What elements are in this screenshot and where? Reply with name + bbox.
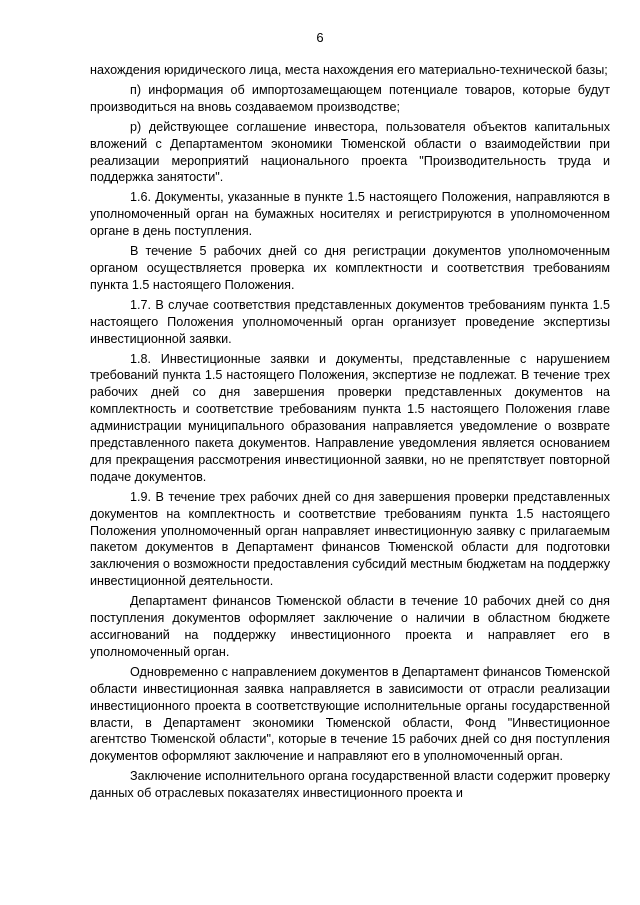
paragraph-6: 1.7. В случае соответствия представленных документов требованиям пункта 1.5 настоящего Положения уполномоченный орган организует проведение экспертизы инвестиционной заявки. (90, 297, 610, 346)
paragraph-11: Заключение исполнительного органа государственной власти содержит проверку данных об отраслевых показателях инвестиционного проекта и (90, 769, 610, 801)
document-body (90, 62, 610, 802)
paragraph-7: 1.8. Инвестиционные заявки и документы, представленные с нарушением требований пункта 1.5 настоящего Положения, экспертизе не подлежат. В течение трех рабочих дней со дня завершения проверки представленных документов на комплектность и соответствие требованиям пункта 1.5 настоящего Положения главе администрации муниципального образования направляется уведомление о возврате представленного пакета документов. Направление уведомления является основанием для прекращения рассмотрения инвестиционной заявки, но не препятствует повторной подаче документов. (90, 351, 610, 484)
paragraph-1: нахождения юридического лица, места нахождения его материально-технической базы; (90, 63, 608, 77)
paragraph-3: р) действующее соглашение инвестора, пользователя объектов капитальных вложений с Департаментом экономики Тюменской области о взаимодействии при реализации мероприятий национального проекта "Производительность труда и поддержка занятости". (90, 119, 610, 185)
paragraph-2: п) информация об импортозамещающем потенциале товаров, которые будут производиться на вновь создаваемом производстве; (90, 82, 610, 114)
paragraph-9: Департамент финансов Тюменской области в течение 10 рабочих дней со дня поступления документов оформляет заключение о наличии в областном бюджете ассигнований на поддержку инвестиционного проекта и направляет его в уполномоченный орган. (90, 594, 610, 659)
paragraph-5: В течение 5 рабочих дней со дня регистрации документов уполномоченным органом осуществляется проверка их комплектности и соответствия требованиям пункта 1.5 настоящего Положения. (90, 244, 610, 292)
paragraph-8: 1.9. В течение трех рабочих дней со дня завершения проверки представленных документов на комплектность и соответствие требованиям пункта 1.5 настоящего Положения уполномоченный орган направляет инвестиционную заявку с прилагаемым пакетом документов в Департамент финансов Тюменской области для подготовки заключения о возможности предоставления субсидий местным бюджетам на поддержку инвестиционной деятельности. (90, 489, 610, 589)
paragraph-4: 1.6. Документы, указанные в пункте 1.5 настоящего Положения, направляются в уполномоченный орган на бумажных носителях и регистрируются в уполномоченном органе в день поступления. (90, 190, 610, 239)
page-number: 6 (316, 30, 324, 45)
paragraph-10: Одновременно с направлением документов в Департамент финансов Тюменской области инвестиционная заявка направляется в зависимости от отрасли реализации инвестиционного проекта в соответствующие исполнительные органы государственной власти, в Департамент экономики Тюменской области, Фонд "Инвестиционное агентство Тюменской области", которые в течение 15 рабочих дней со дня поступления документов оформляют заключение и направляют его в уполномоченный орган. (90, 664, 610, 764)
